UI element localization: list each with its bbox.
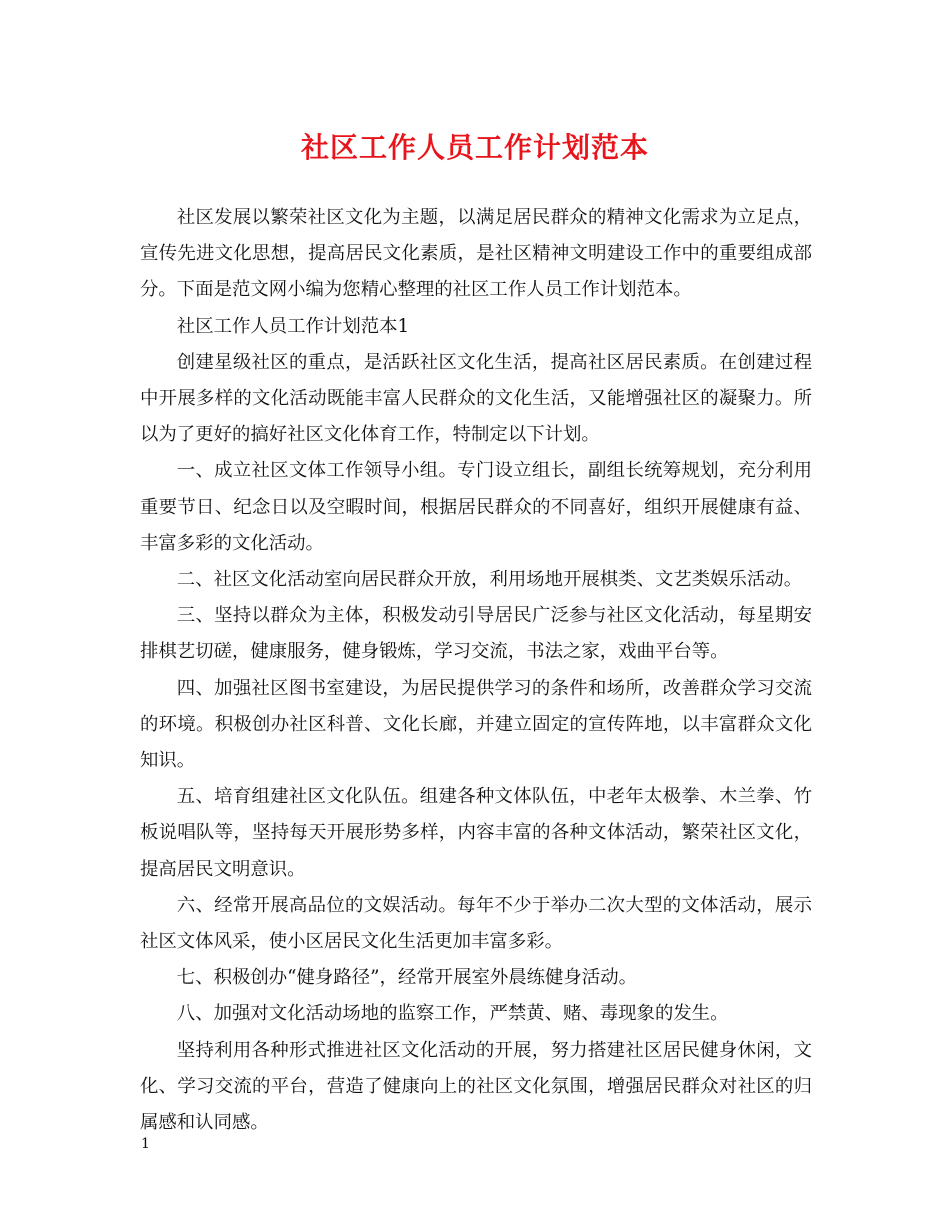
paragraph-intro: 社区发展以繁荣社区文化为主题，以满足居民群众的精神文化需求为立足点，宣传先进文化思想，提高居民文化素质，是社区精神文明建设工作中的重要组成部分。下面是范文网小编为您精心整理的社区工作人员工作计划范本。 — [140, 207, 812, 301]
paragraph-item-2: 二、社区文化活动室向居民群众开放，利用场地开展棋类、文艺类娱乐活动。 — [176, 569, 803, 591]
paragraph-item-7: 七、积极创办“健身路径”，经常开展室外晨练健身活动。 — [176, 967, 637, 989]
paragraph-conclusion: 坚持利用各种形式推进社区文化活动的开展，努力搭建社区居民健身休闲，文化、学习交流的平台，营造了健康向上的社区文化氛围，增强居民群众对社区的归属感和认同感。 — [140, 1039, 812, 1134]
page-number: 1 — [141, 1136, 150, 1152]
paragraph-item-3: 三、坚持以群众为主体，积极发动引导居民广泛参与社区文化活动，每星期安排棋艺切磋，健康服务，健身锻炼，学习交流，书法之家，戏曲平台等。 — [140, 605, 812, 663]
paragraph-item-5: 五、培育组建社区文化队伍。组建各种文体队伍，中老年太极拳、木兰拳、竹板说唱队等，坚持每天开展形势多样，内容丰富的各种文体活动，繁荣社区文化，提高居民文明意识。 — [140, 786, 812, 880]
paragraph-item-6: 六、经常开展高品位的文娱活动。每年不少于举办二次大型的文体活动，展示社区文体风采，使小区居民文化生活更加丰富多彩。 — [140, 894, 812, 953]
paragraph-section-heading: 社区工作人员工作计划范本1 — [176, 315, 410, 337]
paragraph-item-4: 四、加强社区图书室建设，为居民提供学习的条件和场所，改善群众学习交流的环境。积极创办社区科普、文化长廊，并建立固定的宣传阵地，以丰富群众文化知识。 — [140, 677, 812, 772]
document-body — [140, 200, 812, 1141]
paragraph-item-8: 八、加强对文化活动场地的监察工作，严禁黄、赌、毒现象的发生。 — [176, 1003, 729, 1025]
document-title: 社区工作人员工作计划范本 — [300, 131, 649, 164]
paragraph-item-1: 一、成立社区文体工作领导小组。专门设立组长，副组长统筹规划，充分利用重要节日、纪念日以及空暇时间，根据居民群众的不同喜好，组织开展健康有益、丰富多彩的文化活动。 — [140, 460, 812, 554]
paragraph-overview: 创建星级社区的重点，是活跃社区文化生活，提高社区居民素质。在创建过程中开展多样的文化活动既能丰富人民群众的文化生活，又能增强社区的凝聚力。所以为了更好的搞好社区文化体育工作，特制定以下计划。 — [140, 351, 812, 446]
